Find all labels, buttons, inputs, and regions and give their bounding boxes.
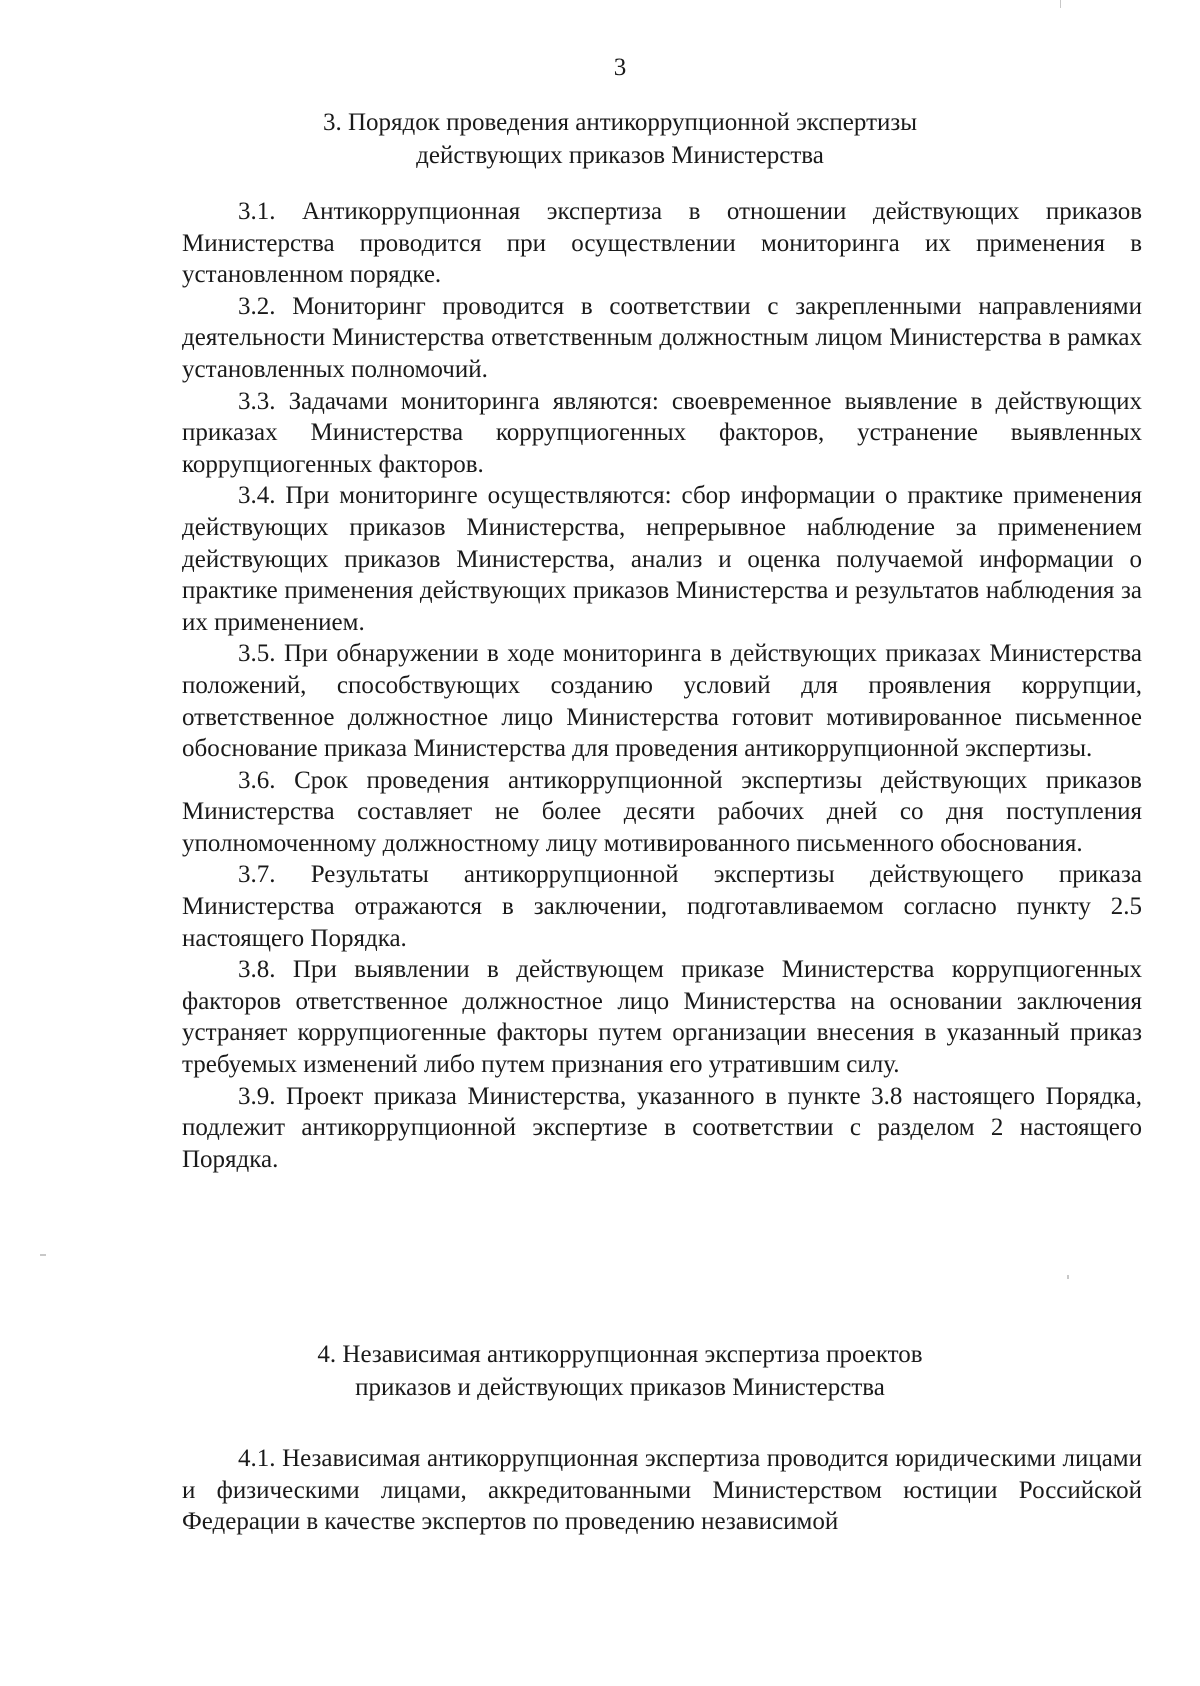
paragraph-3-8: 3.8. При выявлении в действующем приказе Министерства коррупциогенных факторов ответственное должностное лицо Министерства на основании заключения устраняет коррупциогенные факторы путем организации внесения в указанный приказ требуемых изменений либо путем признания его утратившим силу. <box>182 956 1142 1079</box>
section-4-heading <box>0 1338 1200 1404</box>
paragraph-3-1: 3.1. Антикоррупционная экспертиза в отношении действующих приказов Министерства проводится при осуществлении мониторинга их применения в установленном порядке. <box>182 198 1142 289</box>
section-3-heading-line-2: действующих приказов Министерства <box>416 142 824 169</box>
paragraph-3-6: 3.6. Срок проведения антикоррупционной экспертизы действующих приказов Министерства составляет не более десяти рабочих дней со дня поступления уполномоченному должностному лицу мотивированного письменного обоснования. <box>182 766 1142 857</box>
section-3-body <box>182 196 1142 1175</box>
paragraph-3-2: 3.2. Мониторинг проводится в соответствии с закрепленными направлениями деятельности Министерства ответственным должностным лицом Министерства в рамках установленных полномочий. <box>182 292 1142 383</box>
scan-speck <box>1060 0 1061 8</box>
scan-speck <box>1067 1275 1069 1279</box>
section-3-heading <box>0 106 1200 172</box>
section-4-body <box>182 1443 1142 1538</box>
paragraph-3-7: 3.7. Результаты антикоррупционной экспертизы действующего приказа Министерства отражаются в заключении, подготавливаемом согласно пункту 2.5 настоящего Порядка. <box>182 861 1142 952</box>
paragraph-3-5: 3.5. При обнаружении в ходе мониторинга в действующих приказах Министерства положений, способствующих созданию условий для проявления коррупции, ответственное должностное лицо Министерства готовит мотивированное письменное обоснование приказа Министерства для проведения антикоррупционной экспертизы. <box>182 640 1142 763</box>
page-number: 3 <box>613 54 627 81</box>
section-4-heading-line-2: приказов и действующих приказов Министерства <box>355 1374 885 1401</box>
paragraph-3-9: 3.9. Проект приказа Министерства, указанного в пункте 3.8 настоящего Порядка, подлежит антикоррупционной экспертизе в соответствии с разделом 2 настоящего Порядка. <box>182 1082 1142 1173</box>
section-4-heading-line-1: 4. Независимая антикоррупционная экспертиза проектов <box>317 1341 923 1368</box>
paragraph-3-4: 3.4. При мониторинге осуществляются: сбор информации о практике применения действующих приказов Министерства, непрерывное наблюдение за применением действующих приказов Министерства, анализ и оценка получаемой информации о практике применения действующих приказов Министерства и результатов наблюдения за их применением. <box>182 482 1142 636</box>
paragraph-4-1: 4.1. Независимая антикоррупционная экспертиза проводится юридическими лицами и физическими лицами, аккредитованными Министерством юстиции Российской Федерации в качестве экспертов по проведению независимой <box>182 1445 1142 1536</box>
scan-speck <box>40 1254 46 1256</box>
paragraph-3-3: 3.3. Задачами мониторинга являются: своевременное выявление в действующих приказах Министерства коррупциогенных факторов, устранение выявленных коррупциогенных факторов. <box>182 387 1142 478</box>
section-3-heading-line-1: 3. Порядок проведения антикоррупционной экспертизы <box>322 109 918 136</box>
